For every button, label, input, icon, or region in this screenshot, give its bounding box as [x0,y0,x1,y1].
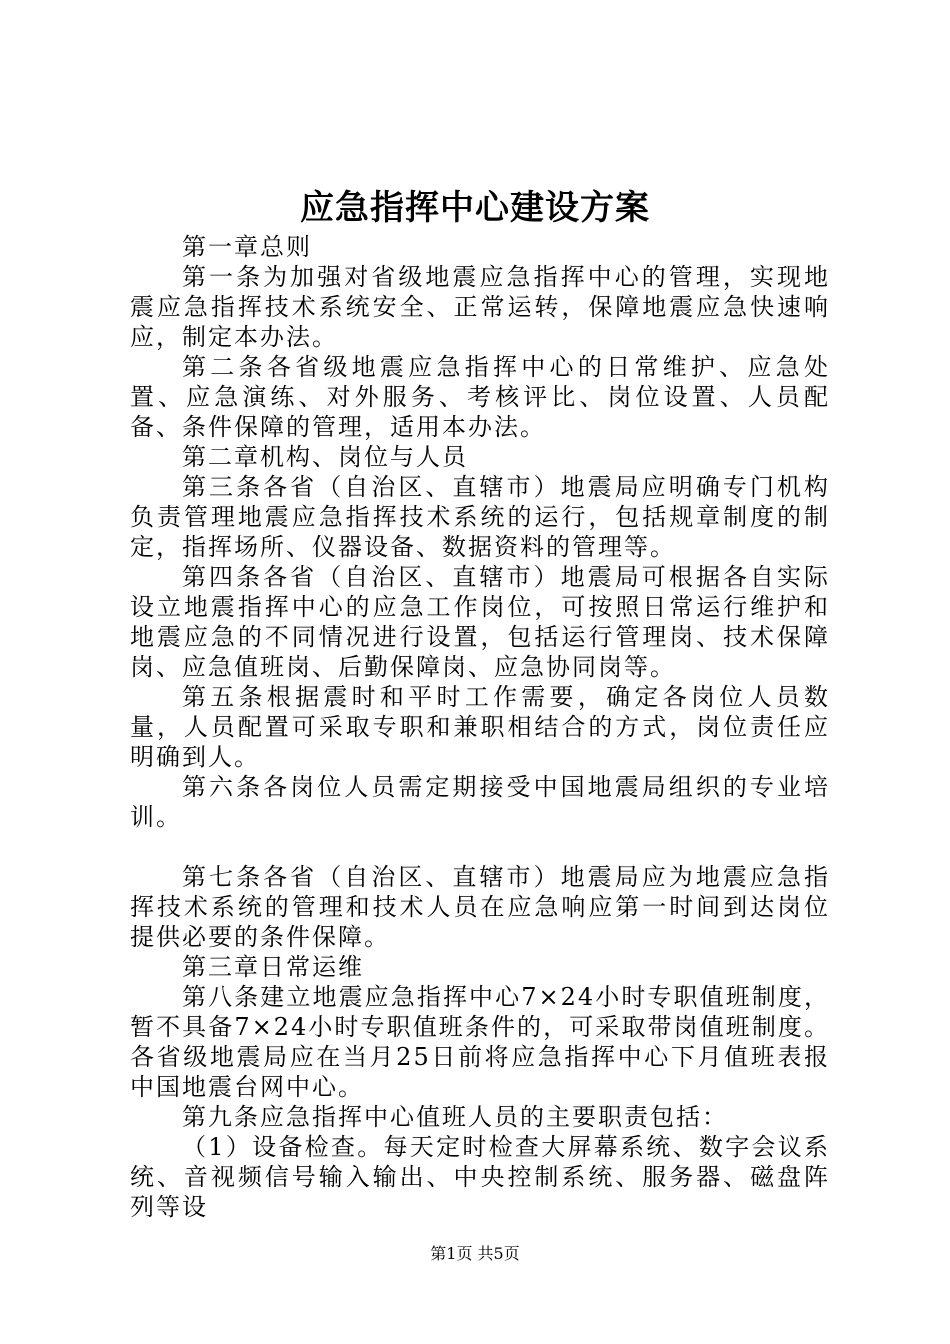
article-2: 第二条各省级地震应急指挥中心的日常维护、应急处置、应急演练、对外服务、考核评比、岗位设置、人员配备、条件保障的管理，适用本办法。 [130,353,830,441]
article-1: 第一条为加强对省级地震应急指挥中心的管理，实现地震应急指挥技术系统安全、正常运转，保障地震应急快速响应，制定本办法。 [130,263,830,351]
article-9: 第九条应急指挥中心值班人员的主要职责包括： [182,1103,728,1131]
page-footer: 第1页 共5页 [430,1244,520,1263]
article-3: 第三条各省（自治区、直辖市）地震局应明确专门机构负责管理地震应急指挥技术系统的运行，包括规章制度的制定，指挥场所、仪器设备、数据资料的管理等。 [130,473,830,561]
chapter-heading-1: 第一章总则 [182,233,312,261]
article-6: 第六条各岗位人员需定期接受中国地震局组织的专业培训。 [130,773,830,831]
article-9-item-1: （1）设备检查。每天定时检查大屏幕系统、数字会议系统、音视频信号输入输出、中央控制系统、服务器、磁盘阵列等设 [130,1133,830,1221]
document-body [130,232,830,1222]
article-5: 第五条根据震时和平时工作需要，确定各岗位人员数量，人员配置可采取专职和兼职相结合的方式，岗位责任应明确到人。 [130,683,830,771]
article-7: 第七条各省（自治区、直辖市）地震局应为地震应急指挥技术系统的管理和技术人员在应急响应第一时间到达岗位提供必要的条件保障。 [130,863,830,951]
document-title: 应急指挥中心建设方案 [300,188,650,228]
article-4: 第四条各省（自治区、直辖市）地震局可根据各自实际设立地震指挥中心的应急工作岗位，可按照日常运行维护和地震应急的不同情况进行设置，包括运行管理岗、技术保障岗、应急值班岗、后勤保障岗、应急协同岗等。 [130,563,830,681]
chapter-heading-2: 第二章机构、岗位与人员 [182,443,468,471]
chapter-heading-3: 第三章日常运维 [182,953,364,981]
article-8: 第八条建立地震应急指挥中心7×24小时专职值班制度，暂不具备7×24小时专职值班条件的，可采取带岗值班制度。各省级地震局应在当月25日前将应急指挥中心下月值班表报中国地震台网中心。 [130,983,830,1101]
